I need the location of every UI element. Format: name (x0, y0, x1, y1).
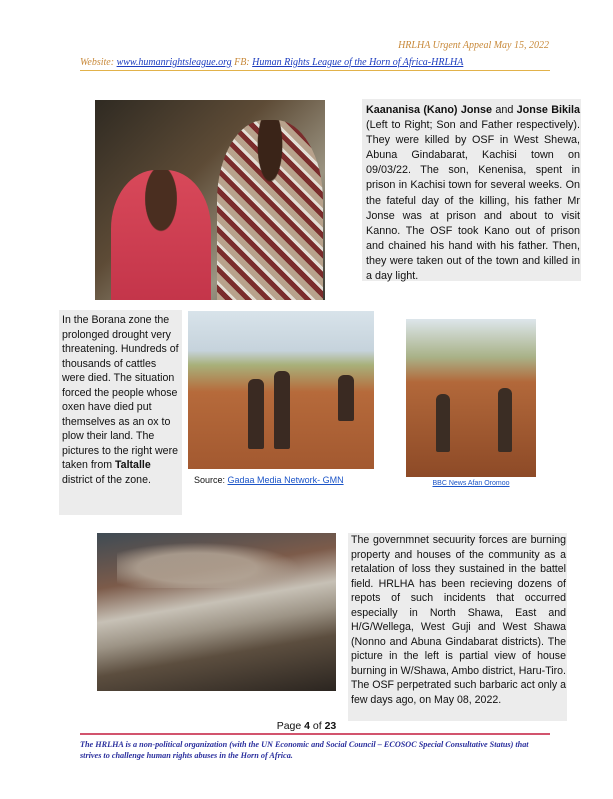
bbc-link[interactable]: BBC News Afan Oromoo (406, 477, 536, 491)
victims-text: (Left to Right; Son and Father respectively). They were killed by OSF in West Shewa, Abuna Gindabarat, Kachisi town on 09/03/22. The son, Kenenisa, spent in prison in Kachisi town for several weeks. On the fateful day of the killing, his father Mr Jonse was at prison and about to visit Kanno. The OSF took Kano out of prison and chained his hand with his father. Then, they were taken out of the town and killed in a day light. (366, 119, 580, 283)
website-link[interactable]: www.humanrightsleague.org (116, 57, 232, 68)
place-name: Taltalle (115, 459, 151, 471)
son-figure (111, 170, 211, 300)
website-header (80, 57, 463, 68)
person-figure (338, 375, 354, 421)
footer-statement: The HRLHA is a non-political organization (with the UN Economic and Social Council – ECOSOC Special Consultative Status) that strives to challenge human rights abuses in the Horn of Africa. (80, 740, 529, 760)
person-figure (248, 379, 264, 449)
page-total: 23 (324, 720, 337, 732)
smoke-area (117, 538, 317, 588)
plowing-photo-1 (188, 311, 374, 491)
header-divider (80, 70, 550, 71)
person-figure (436, 394, 450, 452)
page-number (0, 720, 613, 732)
person-figure (498, 388, 512, 452)
fb-link[interactable]: Human Rights League of the Horn of Africa-HRLHA (252, 57, 464, 68)
drought-caption (59, 310, 182, 515)
gmn-link[interactable]: Gadaa Media Network- GMN (227, 475, 344, 485)
page-prefix: Page (276, 720, 305, 732)
page-current: 4 (304, 720, 310, 732)
website-label: Website: (80, 57, 115, 68)
burning-text: The governmnet secuurity forces are burning property and houses of the community as a retalation of loss they sustained in the battel field. HRLHA has been recieving dozens of repots of such incidents that occurred especially in North Shawa, East and H/G/Wellega, West Guji and West Shawa (Nonno and Abuna Gindabarat districts). The picture in the left is partial view of house burning in W/Shawa, Ambo district, Haru-Tiro. The OSF perpetrated such barbaric act only a few days ago, on May 08, 2022. (351, 534, 566, 706)
source-label: Source: (194, 475, 228, 485)
victims-photo (95, 100, 325, 300)
source-gmn (188, 469, 374, 491)
burning-caption (348, 533, 567, 721)
father-figure (217, 120, 323, 300)
house-burning-photo (97, 533, 336, 691)
page-of: of (310, 720, 325, 732)
drought-text: In the Borana zone the prolonged drought very threatening. Hundreds of thousands of cattles were died. The situation forced the people whose oxen have died put themselves as an ox to plow their land. The pictures to the right were taken from (62, 314, 179, 471)
appeal-header: HRLHA Urgent Appeal May 15, 2022 (398, 40, 549, 51)
drought-text-end: district of the zone. (62, 473, 151, 486)
fb-label: FB: (234, 57, 250, 68)
footer-divider (80, 733, 550, 735)
victim-name-2: Jonse Bikila (516, 104, 580, 116)
and-text: and (492, 104, 517, 116)
victim-names: Kaananisa (Kano) Jonse (366, 104, 493, 116)
plowing-photo-2 (406, 319, 536, 477)
victims-caption (362, 99, 581, 281)
person-figure (274, 371, 290, 449)
